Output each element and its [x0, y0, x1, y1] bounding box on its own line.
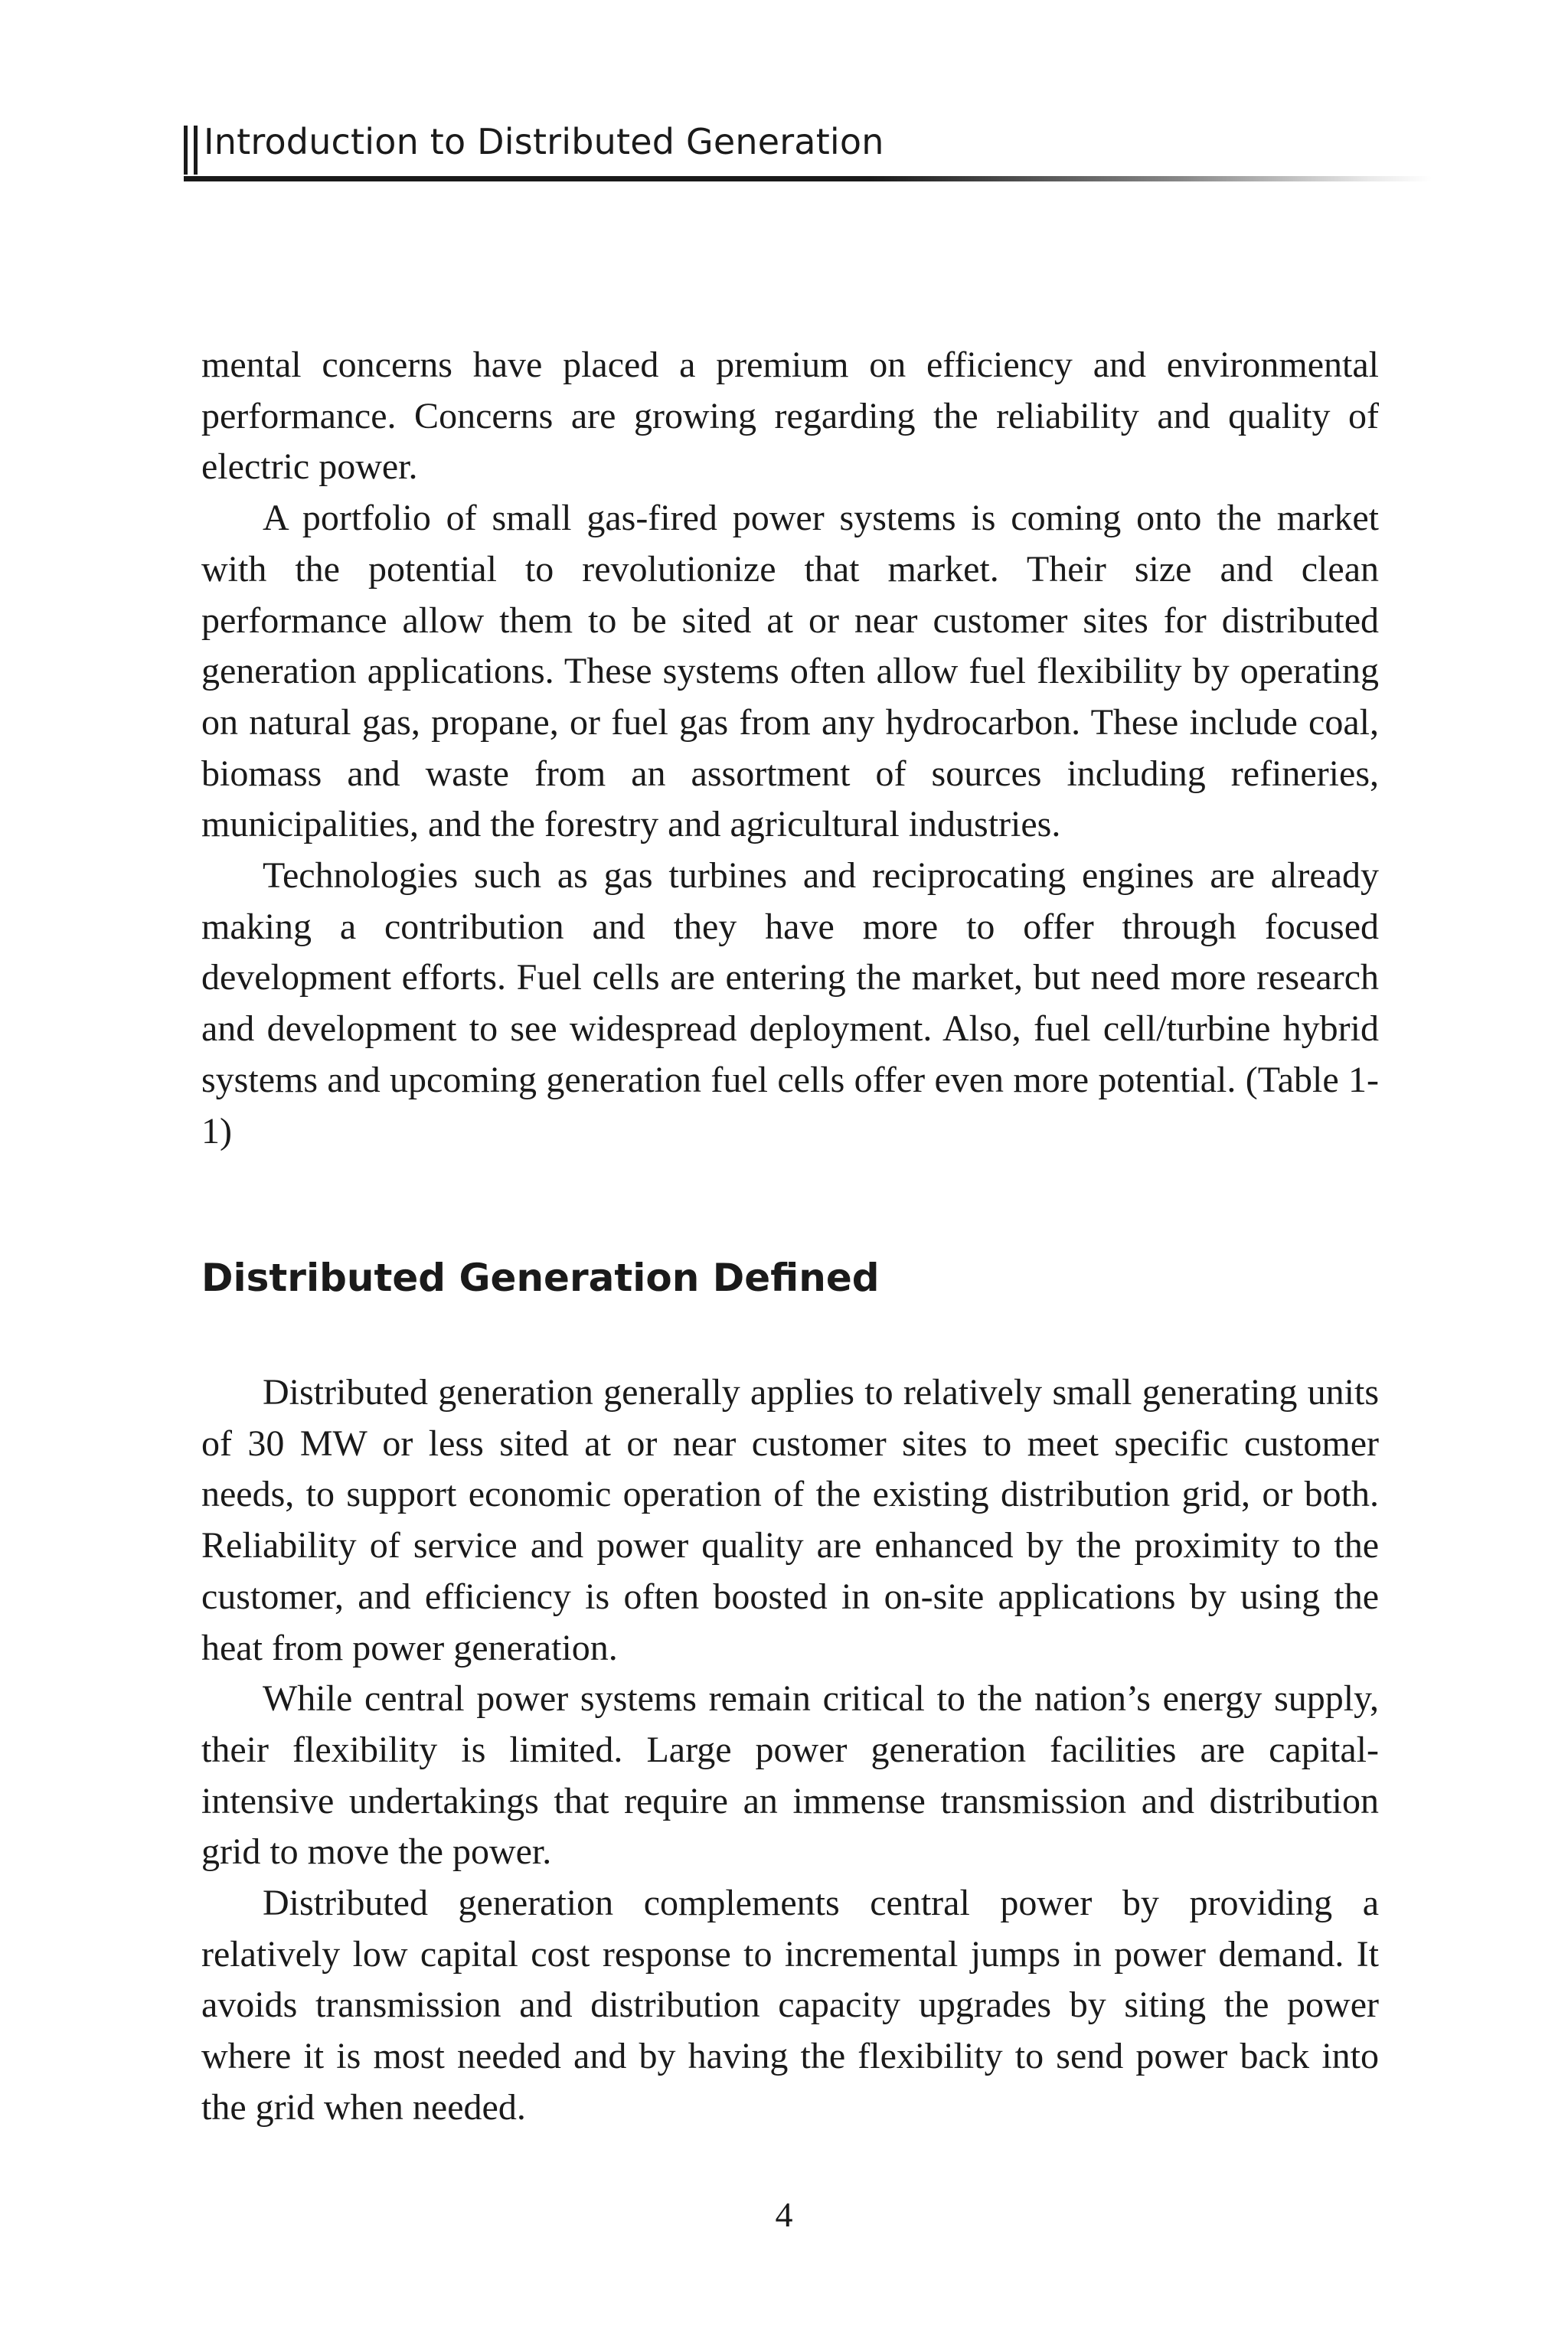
paragraph-definition: Distributed generation generally applies to relatively small generating units of 30 MW or less sited at or near customer sites to meet specific customer needs, to support economic operation of the existing distribution grid, or both. Reliability of service and power quality are enhanced by the proximity to the customer, and efficiency is often boosted in on-site applications by using the heat from power generation.	[201, 1372, 1379, 1668]
running-head	[184, 115, 1432, 184]
running-head-mark	[184, 126, 198, 175]
paragraph-central-power: While central power systems remain critical to the nation’s energy supply, their flexibility is limited. Large power generation facilities are capital-intensive undertakings that require an immense transmission and distribution grid to move the power.	[201, 1678, 1379, 1873]
paragraph-technologies: Technologies such as gas turbines and reciprocating engines are already making a contribution and they have more to offer through focused development efforts. Fuel cells are entering the market, but need more research and development to see widespread deployment. Also, fuel cell/turbine hybrid systems and upcoming generation fuel cells offer even more potential. (Table 1-1)	[201, 855, 1379, 1152]
body-text-section	[201, 1367, 1379, 2134]
page-number: 4	[775, 2195, 793, 2234]
running-head-title: Introduction to Distributed Generation	[204, 121, 884, 162]
paragraph-complements: Distributed generation complements central power by providing a relatively low capital cost response to incremental jumps in power demand. It avoids transmission and distribution capacity upgrades by siting the power where it is most needed and by having the flexibility to send power back into the grid when needed.	[201, 1883, 1379, 2128]
paragraph-continued: mental concerns have placed a premium on efficiency and environmental performance. Concerns are growing regarding the reliability and quality of electric power.	[201, 345, 1379, 488]
running-head-rule	[184, 176, 1432, 181]
section-heading: Distributed Generation Defined	[201, 1256, 880, 1300]
body-text-top	[201, 340, 1379, 1157]
paragraph-gas-fired-systems: A portfolio of small gas-fired power systems is coming onto the market with the potential to revolutionize that market. Their size and clean performance allow them to be sited at or near customer sites for distributed generation applications. These systems often allow fuel flexibility by operating on natural gas, propane, or fuel gas from any hydrocarbon. These include coal, biomass and waste from an assortment of sources including refineries, municipalities, and the forestry and agricultural industries.	[201, 498, 1379, 845]
